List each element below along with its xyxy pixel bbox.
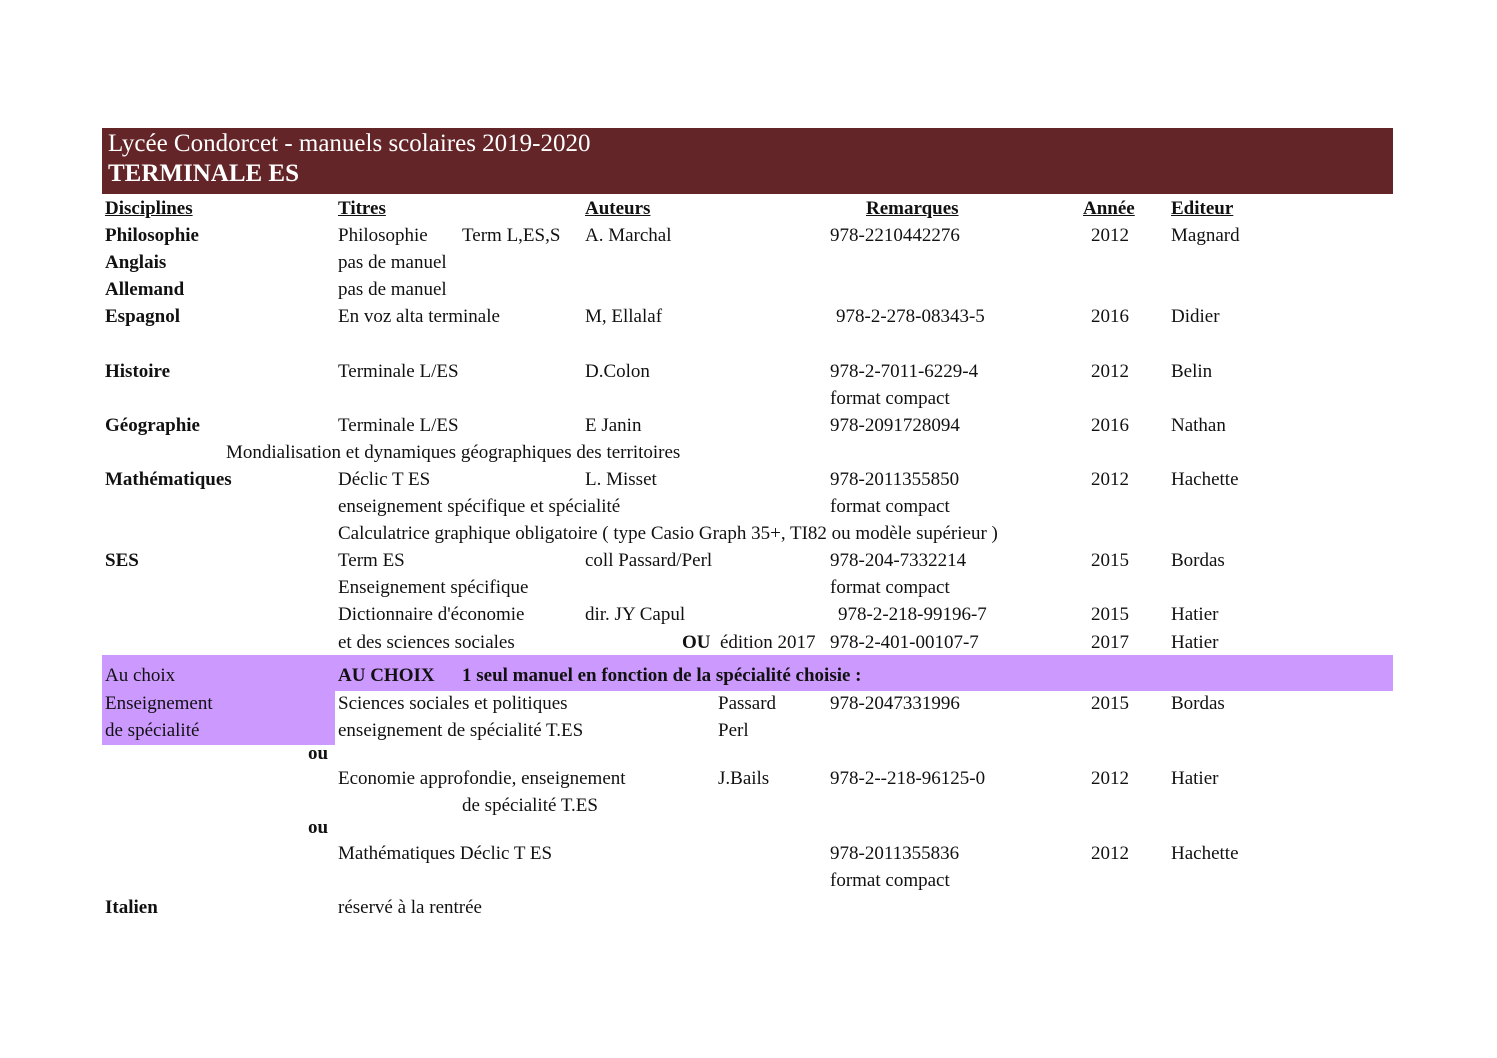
author-cell: L. Misset — [585, 469, 657, 490]
document-title: Lycée Condorcet - manuels scolaires 2019-2020 — [108, 130, 591, 157]
discipline-geographie: Géographie — [105, 415, 200, 436]
title-cell: enseignement de spécialité T.ES — [338, 720, 584, 741]
edition-cell: édition 2017 — [720, 632, 816, 653]
header-editeur: Editeur — [1171, 198, 1234, 219]
year-cell: 2016 — [1091, 306, 1129, 327]
author-cell: A. Marchal — [585, 225, 672, 246]
publisher-cell: Nathan — [1171, 415, 1226, 436]
remark-cell: format compact — [830, 388, 950, 409]
or-label: ou — [308, 817, 329, 838]
publisher-cell: Hatier — [1171, 768, 1219, 789]
specialty-label: Enseignement — [105, 693, 213, 714]
choice-heading: 1 seul manuel en fonction de la spécialité choisie : — [462, 665, 862, 686]
publisher-cell: Bordas — [1171, 550, 1225, 571]
title-cell: de spécialité T.ES — [462, 795, 598, 816]
title-cell: Economie approfondie, enseignement — [338, 768, 626, 789]
author-cell: M, Ellalaf — [585, 306, 663, 327]
discipline-ses: SES — [105, 550, 139, 571]
author-cell: dir. JY Capul — [585, 604, 686, 625]
publisher-cell: Hatier — [1171, 604, 1219, 625]
remark-cell: format compact — [830, 496, 950, 517]
year-cell: 2017 — [1091, 632, 1129, 653]
remark-cell: format compact — [830, 870, 950, 891]
remark-cell: 978-2210442276 — [830, 225, 960, 246]
header-annee: Année — [1083, 198, 1135, 219]
discipline-histoire: Histoire — [105, 361, 171, 382]
publisher-cell: Hachette — [1171, 843, 1239, 864]
title-cell: et des sciences sociales — [338, 632, 515, 653]
or-label: ou — [308, 743, 329, 764]
remark-cell: 978-2091728094 — [830, 415, 960, 436]
author-cell: coll Passard/Perl — [585, 550, 713, 571]
author-cell: Perl — [718, 720, 749, 741]
year-cell: 2012 — [1091, 361, 1129, 382]
header-auteurs: Auteurs — [585, 198, 651, 219]
discipline-mathematiques: Mathématiques — [105, 469, 232, 490]
year-cell: 2015 — [1091, 693, 1129, 714]
remark-cell: 978-2-401-00107-7 — [830, 632, 979, 653]
year-cell: 2012 — [1091, 768, 1129, 789]
header-remarques: Remarques — [866, 198, 959, 219]
discipline-italien: Italien — [105, 897, 158, 918]
remark-cell: 978-2011355836 — [830, 843, 960, 864]
title-cell: Enseignement spécifique — [338, 577, 529, 598]
title-cell: pas de manuel — [338, 252, 447, 273]
title-banner — [102, 128, 1393, 194]
remark-cell: 978-2-7011-6229-4 — [830, 361, 979, 382]
title-cell: En voz alta terminale — [338, 306, 500, 327]
note-cell: Calculatrice graphique obligatoire ( type Casio Graph 35+, TI82 ou modèle supérieur ) — [338, 523, 998, 544]
year-cell: 2012 — [1091, 469, 1129, 490]
title-cell: Terminale L/ES — [338, 415, 459, 436]
publisher-cell: Hatier — [1171, 632, 1219, 653]
title-cell: Dictionnaire d'économie — [338, 604, 525, 625]
publisher-cell: Hachette — [1171, 469, 1239, 490]
title-cell: Term ES — [338, 550, 405, 571]
header-titres: Titres — [338, 198, 386, 219]
remark-cell: 978-2011355850 — [830, 469, 960, 490]
year-cell: 2015 — [1091, 604, 1129, 625]
or-label: OU — [682, 632, 711, 653]
author-cell: Passard — [718, 693, 777, 714]
title-cell: Philosophie — [338, 225, 428, 246]
note-cell: Mondialisation et dynamiques géographiques des territoires — [226, 442, 681, 463]
remark-cell: 978-204-7332214 — [830, 550, 967, 571]
choice-label: Au choix — [105, 665, 176, 686]
publisher-cell: Belin — [1171, 361, 1213, 382]
publisher-cell: Didier — [1171, 306, 1220, 327]
header-disciplines: Disciplines — [105, 198, 193, 219]
discipline-allemand: Allemand — [105, 279, 185, 300]
specialty-label: de spécialité — [105, 720, 200, 741]
title-cell: réservé à la rentrée — [338, 897, 482, 918]
remark-cell: 978-2047331996 — [830, 693, 960, 714]
remark-cell: 978-2--218-96125-0 — [830, 768, 986, 789]
author-cell: E Janin — [585, 415, 642, 436]
discipline-philosophie: Philosophie — [105, 225, 199, 246]
class-title: TERMINALE ES — [108, 160, 300, 187]
title-cell: Terminale L/ES — [338, 361, 459, 382]
remark-cell: 978-2-218-99196-7 — [838, 604, 987, 625]
year-cell: 2012 — [1091, 843, 1129, 864]
title-cell: pas de manuel — [338, 279, 447, 300]
year-cell: 2016 — [1091, 415, 1129, 436]
publisher-cell: Bordas — [1171, 693, 1225, 714]
title-cell: Sciences sociales et politiques — [338, 693, 568, 714]
title-cell: enseignement spécifique et spécialité — [338, 496, 621, 517]
remark-cell: format compact — [830, 577, 950, 598]
remark-cell: 978-2-278-08343-5 — [836, 306, 985, 327]
discipline-espagnol: Espagnol — [105, 306, 180, 327]
choice-heading-bold: AU CHOIX — [338, 665, 435, 686]
title-cell: Term L,ES,S — [462, 225, 561, 246]
year-cell: 2012 — [1091, 225, 1129, 246]
publisher-cell: Magnard — [1171, 225, 1240, 246]
discipline-anglais: Anglais — [105, 252, 167, 273]
author-cell: J.Bails — [718, 768, 770, 789]
title-cell: Déclic T ES — [338, 469, 431, 490]
author-cell: D.Colon — [585, 361, 650, 382]
year-cell: 2015 — [1091, 550, 1129, 571]
title-cell: Mathématiques Déclic T ES — [338, 843, 553, 864]
